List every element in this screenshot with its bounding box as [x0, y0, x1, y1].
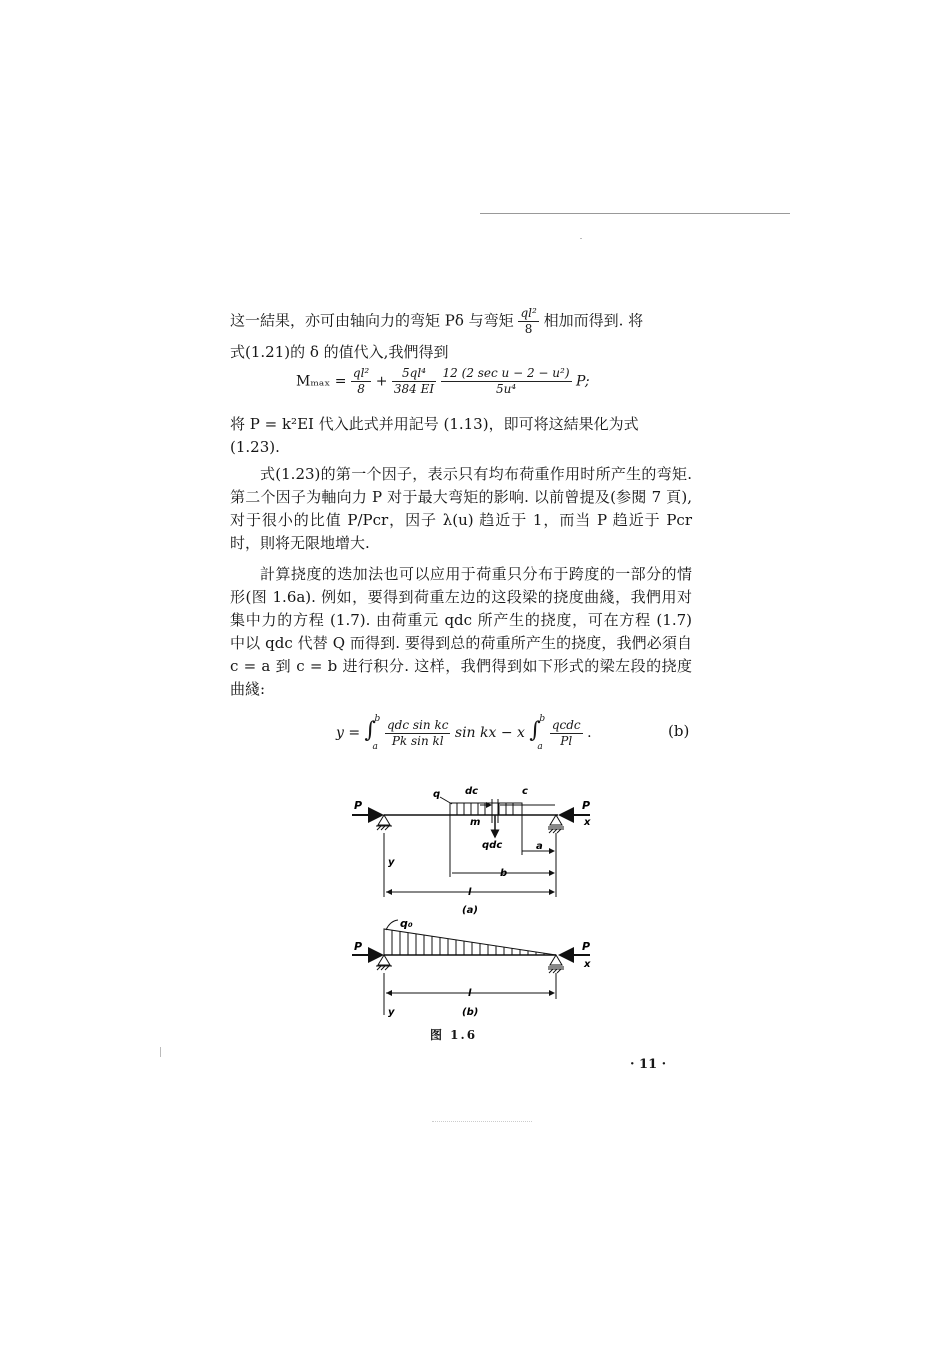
roller-support-right-b	[548, 955, 564, 973]
integral-sign-2: ∫ b a	[529, 714, 546, 752]
label-l-b: l	[468, 988, 472, 999]
label-b-a: b	[500, 868, 508, 879]
figure-1-6b	[340, 915, 620, 1020]
label-l-a: l	[468, 887, 472, 898]
label-m-a: m	[470, 817, 481, 828]
int2-lower: a	[537, 742, 543, 752]
q-leader-line	[440, 797, 452, 804]
label-P-right-b: P	[582, 940, 591, 953]
integral-sign-1: ∫ b a	[364, 714, 381, 752]
roller-support-right-a	[548, 815, 564, 833]
label-qdc-a: qdc	[482, 840, 503, 851]
para3-text: 式(1.23)的第一个因子，表示只有均布荷重作用时所产生的弯矩. 第二个因子为軸向力 P 对于最大弯矩的影响. 以前曾提及(参閱 7 頁),对于很小的比值 P/Pcr，因子 λ(u) 趋近于 1，而当 P 趋近于 Pcr 时，則将无限地增大.	[230, 465, 692, 552]
para1-text-b: 相加而得到. 将	[543, 311, 644, 330]
q0-leader-line	[386, 920, 398, 930]
pin-support-left-b	[376, 955, 392, 970]
label-y-a: y	[388, 857, 395, 868]
header-rule	[480, 213, 790, 214]
eq1-term2-den: 384 EI	[393, 382, 435, 396]
caption-b: (b)	[462, 1007, 479, 1018]
equation-mmax	[296, 366, 590, 397]
eq1-tail: P;	[575, 373, 590, 390]
eq1-term3-den: 5u⁴	[495, 382, 517, 396]
para1-text-a: 这一結果，亦可由轴向力的弯矩 Pδ 与弯矩	[230, 311, 514, 330]
caption-a: (a)	[462, 905, 478, 916]
label-P-left-a: P	[354, 799, 363, 812]
eq1-term1-num: ql²	[352, 366, 370, 380]
scan-speck	[580, 238, 582, 239]
paragraph-2	[230, 413, 692, 459]
label-q0-b: q₀	[400, 917, 413, 930]
eq1-plus: +	[375, 373, 388, 390]
label-a-a: a	[536, 841, 543, 852]
equation-deflection	[336, 716, 592, 750]
para1-line2: 式(1.21)的 δ 的值代入,我們得到	[230, 343, 449, 361]
eq2-frac2	[550, 718, 583, 749]
eq2-frac1	[385, 718, 450, 749]
scan-speck	[160, 1047, 161, 1057]
fraction-ql2-over-8	[518, 306, 538, 337]
page-number: · 11 ·	[630, 1057, 667, 1072]
eq2-frac2-num: qcdc	[551, 717, 581, 732]
eq2-frac2-den: Pl	[560, 733, 573, 748]
label-P-right-a: P	[582, 799, 591, 812]
equation-number-b: (b)	[668, 722, 690, 740]
int2-upper: b	[539, 714, 546, 724]
eq1-term2	[392, 366, 436, 397]
frac-denominator: 8	[524, 322, 533, 336]
eq1-term2-num: 5ql⁴	[392, 366, 436, 382]
label-x-a: x	[584, 817, 591, 828]
para2-line2: (1.23).	[230, 438, 280, 456]
eq2-lhs: y =	[336, 725, 361, 741]
int1-upper: b	[374, 714, 381, 724]
frac-numerator: ql²	[520, 306, 537, 320]
paragraph-4	[230, 563, 692, 701]
eq1-term3-num: 12 (2 sec u − 2 − u²)	[442, 366, 570, 380]
figure-caption: 图 1.6	[430, 1028, 478, 1042]
label-x-b: x	[584, 959, 591, 970]
label-dc-a: dc	[465, 786, 479, 797]
eq2-frac1-num: qdc sin kc	[387, 717, 449, 732]
eq1-term1	[351, 366, 371, 397]
para4-text: 計算挠度的迭加法也可以应用于荷重只分布于跨度的一部分的情形(图 1.6a). 例如，要得到荷重左边的这段梁的挠度曲綫，我們用对集中力的方程 (1.7). 由荷重元 qdc 所产生的挠度，可在方程 (1.7) 中以 qdc 代替 Q 而得到. 要得到总的荷重所产生的挠度，我們必須自 c = a 到 c = b 进行积分. 这样，我們得到如下形式的梁左段的挠度曲綫:	[230, 565, 692, 698]
eq2-frac1-den: Pk sin kl	[391, 733, 444, 748]
int1-lower: a	[372, 742, 378, 752]
eq2-end: .	[587, 725, 592, 741]
eq1-lhs: Mₘₐₓ =	[296, 373, 347, 390]
eq1-term1-den: 8	[357, 382, 365, 396]
para2-line1: 将 P = k²EI 代入此式并用記号 (1.13)，即可将这結果化为式	[230, 415, 639, 433]
label-y-b: y	[388, 1007, 395, 1018]
eq2-mid: sin kx − x	[454, 725, 525, 741]
eq1-term3	[441, 366, 572, 397]
figure-1-6a	[340, 786, 620, 920]
label-q-a: q	[433, 789, 441, 800]
label-P-left-b: P	[354, 940, 363, 953]
triangular-load	[384, 929, 556, 955]
scan-smudge	[432, 1121, 532, 1122]
label-c-a: c	[522, 786, 528, 797]
paragraph-3	[230, 463, 692, 555]
pin-support-left-a	[376, 815, 392, 830]
paragraph-1	[230, 306, 692, 364]
